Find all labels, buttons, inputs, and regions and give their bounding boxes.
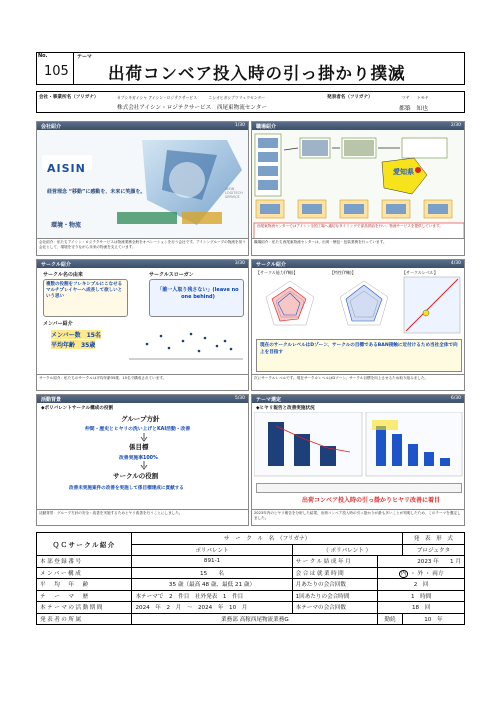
tenure-years: 10: [424, 616, 432, 623]
panel-title: テーマ選定: [256, 397, 282, 403]
hours-label: 会合は就業時間: [292, 567, 378, 579]
member-scatter: [127, 326, 245, 364]
reg-no-value: 891-1: [132, 556, 292, 568]
theme-tag: ◆ヒヤリ報告と改善実施状況: [256, 406, 315, 411]
presenter-kana: ツゲ トモヤ: [402, 94, 429, 100]
workplace-intro-panel: [251, 121, 465, 256]
theme-highlight: 出荷コンベア投入時の引っ掛かりヒヤリ改善に着目: [302, 497, 441, 504]
presenter-label: 発表者名（フリガナ）: [327, 95, 373, 100]
brand-side: AISIN LOGITECH SERVICE: [225, 187, 243, 199]
company-kana: カブシキガイシャ アイシン・ロジテクサービス ニシオヒガシブツリュウセンター: [117, 94, 266, 100]
slogan-tag: サークルスローガン: [149, 272, 194, 278]
formed-year: 2023: [417, 559, 432, 566]
map-label: 愛知県: [393, 168, 414, 176]
company-intro-panel: [36, 121, 249, 256]
company-name: 株式会社アイシン・ロジテクサービス 西尾東物流センター: [117, 105, 267, 111]
per-meeting-hours: 1: [410, 593, 415, 600]
member-tag: メンバー紹介: [43, 321, 73, 327]
month-unit: 月: [455, 559, 461, 566]
panel-title: サークル紹介: [41, 262, 71, 268]
members-value: [132, 567, 292, 579]
formed-value: [378, 556, 465, 568]
background-tag: ◆ポリバレントサークル構成の役割: [41, 406, 114, 411]
year-unit: 年: [433, 559, 439, 566]
reg-no-label: 本部登録番号: [37, 556, 132, 568]
company-label: 会社・事業所名（フリガナ）: [39, 95, 99, 100]
hours-options: [378, 567, 465, 579]
theme-selection-panel: [251, 394, 465, 526]
hours-option-both: 両方: [432, 570, 444, 577]
age-value: 35 歳（最高 48 歳、最低 21 歳）: [132, 579, 292, 591]
presenter-name: 都築 知也: [399, 106, 428, 112]
formed-label: サークル結成年月: [292, 556, 378, 568]
average-age: 平均年齢 35歳: [51, 342, 96, 349]
circle-name: （ ポリバレント ）: [292, 544, 402, 556]
total-label: 本テーマの会合回数: [292, 602, 378, 614]
themes-label: テ ー マ 歴: [37, 590, 132, 602]
period-label: 本テーマの活動期間: [37, 602, 132, 614]
origin-text: 複数の役割をフレキシブルにこなせるマルチプレイヤーへ成長して欲しいという思い: [46, 282, 123, 299]
hour-unit: 時間: [420, 593, 432, 600]
radar-charts: [254, 275, 464, 335]
members-unit: 名: [218, 570, 224, 577]
panel-caption: 2023年内のヒヤリ報告を分析した結果、出荷コンベア投入時の引っ掛かりが最も多いことが判明したため、このテーマを選定しました。: [252, 509, 464, 525]
total-count: 18: [411, 605, 420, 612]
origin-tag: サークル名の由来: [43, 272, 83, 278]
period-value: 2024 年 2 月 ～ 2024 年 10 月: [132, 602, 292, 614]
ability-heading: 【サークル能力(Y軸)】: [256, 270, 298, 275]
level-highlight: 現在のサークルレベルはDゾーン、サークルの目標であるBAN接触に近付けるため当社全体で向上を目指す: [260, 343, 458, 355]
data-table-strip: [256, 483, 462, 493]
per-meeting-value: [378, 590, 465, 602]
panel-caption: 次にサークルレベルです。現在サークルレベルはDゾーン。サークル目標を向上させるため取り組みました。: [252, 374, 464, 390]
activity-background-panel: [36, 394, 249, 526]
monthly-label: 月あたりの会合回数: [292, 579, 378, 591]
panel-title: 活動背景: [41, 397, 62, 403]
members-label: メンバー構成: [37, 567, 132, 579]
page-number: 2/30: [450, 123, 461, 128]
per-meeting-label: 1回あたりの会合時間: [292, 590, 378, 602]
panel-caption: 会社紹介：私たちアイシン・ロジテクサービスは物流業務全般をオペレーションを行う会社です。アイシングループの物流を担う会社として、環境を守りながら未来の物流を支えています。: [37, 238, 248, 255]
hours-sep-1: ・: [410, 570, 416, 577]
circle-intro-panel: [36, 259, 249, 391]
circle-role-label: サークルの役割: [113, 472, 159, 480]
circle-name-label: サ ー ク ル 名 （フリガナ）: [132, 533, 402, 545]
monthly-count: 2: [413, 582, 418, 589]
themes-value: 本テーマで 2 件目 社外発表 1 件目: [132, 590, 292, 602]
age-label: 平 均 年 齢: [37, 579, 132, 591]
panel-title: 会社紹介: [41, 124, 62, 130]
panel-title: サークル紹介: [256, 262, 286, 268]
circle-name-text: ポリバレント: [330, 547, 364, 554]
page-number: 4/30: [450, 261, 461, 266]
trait-heading: 【特性(Y軸)】: [330, 270, 356, 275]
workplace-banner: 西尾東物流センターではアイシン全国工場へ適切なタイミングで部品供給を行い、物流サービスを提供しています。: [257, 224, 443, 228]
dept-label: 発表者の所属: [37, 613, 132, 625]
tenure-unit: 年: [436, 616, 443, 623]
tenure-value: [402, 613, 464, 625]
count-unit: 回: [422, 582, 429, 589]
flow-arrows: [137, 433, 151, 473]
hours-option-inside: 内: [400, 570, 407, 577]
hazard-report-charts: [254, 412, 464, 482]
format-label: 発 表 形 式: [402, 533, 464, 545]
page-number: 5/30: [234, 396, 245, 401]
level-heading: 【サークルレベル】: [402, 270, 438, 275]
monthly-value: [378, 579, 465, 591]
circle-level-panel: [251, 259, 465, 391]
qc-circle-table: [36, 532, 465, 625]
number-label: No.: [38, 53, 48, 59]
slogan-text: 「誰一人取り残さない」(leave no one behind): [157, 287, 239, 300]
theme-label: テーマ: [77, 54, 93, 60]
page-title: 出荷コンベア投入時の引っ掛かり撲滅: [108, 64, 406, 83]
page-number: 3/30: [234, 261, 245, 266]
total-unit: 回: [424, 605, 431, 612]
total-value: [378, 602, 465, 614]
hours-sep-2: ・: [424, 570, 431, 577]
hours-option-outside: 外: [417, 570, 424, 577]
group-policy-text: 仲間・歴史とヒヤリの洗い上げとKAI活動・改善: [85, 427, 191, 432]
panel-caption: 職場紹介：私たち西尾東物流センターは、出荷・梱包・包装業務を行っています。: [252, 238, 464, 255]
format-value: プロジェクタ: [402, 544, 464, 556]
table-section-label: ＱＣサークル紹介: [37, 533, 132, 556]
formed-month: 1: [450, 559, 454, 566]
members-count: 15: [200, 570, 208, 577]
panel-caption: 活動背景：グループ方針の安全・改善を実施するためヒヤリ改善を行うことにしました。: [37, 509, 248, 525]
env-label: 環境・物流: [51, 222, 82, 229]
theme-number: 105: [44, 64, 69, 79]
page-number: 6/30: [450, 396, 461, 401]
aisin-logo: AISIN: [47, 162, 86, 175]
section-goal-value: 改善実施率100%: [119, 456, 158, 461]
panel-caption: サークル紹介：私たちのサークルは平均年齢35歳、15名で構成されています。: [37, 374, 248, 390]
panel-title: 職場紹介: [256, 124, 277, 130]
member-count: メンバー数 15名: [51, 332, 101, 339]
section-goal-label: 係目標: [129, 443, 149, 451]
group-policy-label: グループ方針: [121, 415, 160, 423]
company-info-box: [36, 91, 465, 113]
dept-value: 業務部 高稼西尾物流業務G: [132, 613, 378, 625]
circle-role-text: 改善未実施案件の改善を実施して係目標達成に貢献する: [69, 486, 184, 491]
page-number: 1/30: [234, 123, 245, 128]
circle-name-kana: ポリバレント: [132, 544, 292, 556]
tenure-label: 勤続: [378, 613, 403, 625]
slogan: 経営理念 “移動”に感動を、未来に笑顔を。: [47, 189, 146, 195]
